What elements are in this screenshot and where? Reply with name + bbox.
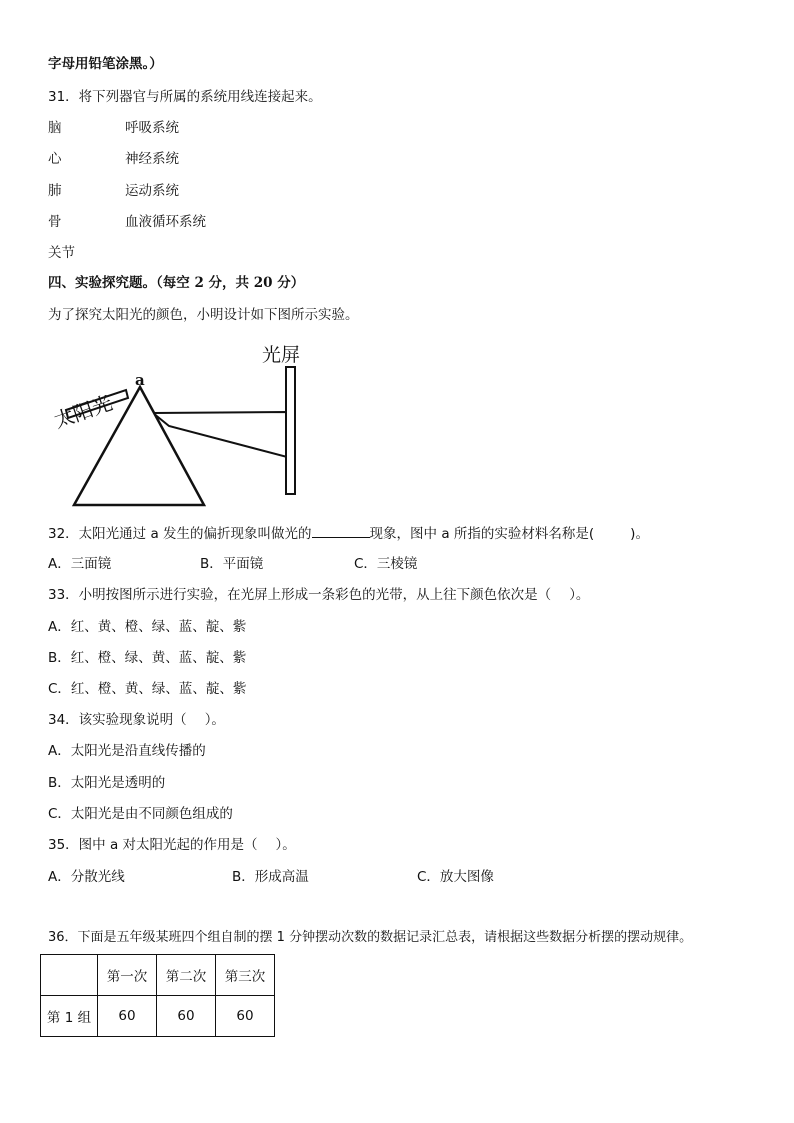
q31-row-1 <box>48 119 62 137</box>
q34-option-c[interactable]: C．太阳光是由不同颜色组成的 <box>48 806 233 822</box>
organ-label: 骨 <box>48 214 62 230</box>
system-label: 神经系统 <box>125 151 179 167</box>
table-cell: 60 <box>157 996 216 1037</box>
q35-stem-b: ）。 <box>275 837 296 853</box>
system-label: 呼吸系统 <box>125 120 179 136</box>
q32-option-a[interactable]: A．三面镜 <box>48 556 112 572</box>
table-header-cell: 第二次 <box>157 955 216 996</box>
system-label: 血液循环系统 <box>125 214 206 230</box>
organ-label: 关节 <box>48 245 75 261</box>
q34-option-a[interactable]: A．太阳光是沿直线传播的 <box>48 743 206 759</box>
q35-option-c[interactable]: C．放大图像 <box>417 869 494 885</box>
q34-stem-b: ）。 <box>204 712 225 728</box>
q33-option-b[interactable]: B．红、橙、绿、黄、蓝、靛、紫 <box>48 650 247 666</box>
q31-stem: 31．将下列器官与所属的系统用线连接起来。 <box>48 89 322 105</box>
point-a-label: a <box>135 371 145 389</box>
q35-stem <box>48 836 296 854</box>
q34-stem-a: 34．该实验现象说明（ <box>48 712 187 728</box>
q34-option-b[interactable]: B．太阳光是透明的 <box>48 775 166 791</box>
section-title: 四、实验探究题。（每空 2 分，共 20 分） <box>48 275 305 291</box>
sunlight-label: 太阳光 <box>50 390 116 433</box>
q32-stem <box>48 524 649 543</box>
header-continuation: 字母用铅笔涂黑。） <box>48 56 163 72</box>
q32-stem-a: 32．太阳光通过 a 发生的偏折现象叫做光的 <box>48 526 312 542</box>
q35-stem-a: 35．图中 a 对太阳光起的作用是（ <box>48 837 258 853</box>
prism-experiment-figure <box>40 330 340 515</box>
q32-option-c[interactable]: C．三棱镜 <box>354 556 418 572</box>
q36-stem: 36．下面是五年级某班四个组自制的摆 1 分钟摆动次数的数据记录汇总表，请根据这些数据分析摆的摆动规律。 <box>48 930 693 945</box>
section-intro: 为了探究太阳光的颜色，小明设计如下图所示实验。 <box>48 307 359 323</box>
fill-blank[interactable] <box>312 524 370 538</box>
system-label: 运动系统 <box>125 183 179 199</box>
q33-stem <box>48 586 589 604</box>
q33-stem-a: 33．小明按图所示进行实验，在光屏上形成一条彩色的光带，从上往下颜色依次是（ <box>48 587 552 603</box>
table-cell: 第 1 组 <box>41 996 98 1037</box>
q35-option-a[interactable]: A．分散光线 <box>48 869 125 885</box>
light-screen <box>286 367 295 494</box>
table-header-row <box>41 955 275 996</box>
screen-label: 光屏 <box>262 344 301 366</box>
table-header-cell: 第三次 <box>216 955 275 996</box>
q33-stem-b: ）。 <box>569 587 590 603</box>
q32-stem-b: 现象，图中 a 所指的实验材料名称是( <box>369 526 595 542</box>
table-row <box>41 996 275 1037</box>
q34-stem <box>48 711 225 729</box>
table-header-cell <box>41 955 98 996</box>
q32-option-b[interactable]: B．平面镜 <box>200 556 264 572</box>
q33-option-a[interactable]: A．红、黄、橙、绿、蓝、靛、紫 <box>48 619 247 635</box>
q33-option-c[interactable]: C．红、橙、黄、绿、蓝、靛、紫 <box>48 681 247 697</box>
q32-stem-c: )。 <box>630 526 649 542</box>
table-header-cell: 第一次 <box>98 955 157 996</box>
organ-label: 肺 <box>48 183 62 199</box>
organ-label: 心 <box>48 151 62 167</box>
table-cell: 60 <box>216 996 275 1037</box>
pendulum-data-table <box>40 954 275 1037</box>
table-cell: 60 <box>98 996 157 1037</box>
q35-option-b[interactable]: B．形成高温 <box>232 869 309 885</box>
organ-label: 脑 <box>48 120 62 136</box>
